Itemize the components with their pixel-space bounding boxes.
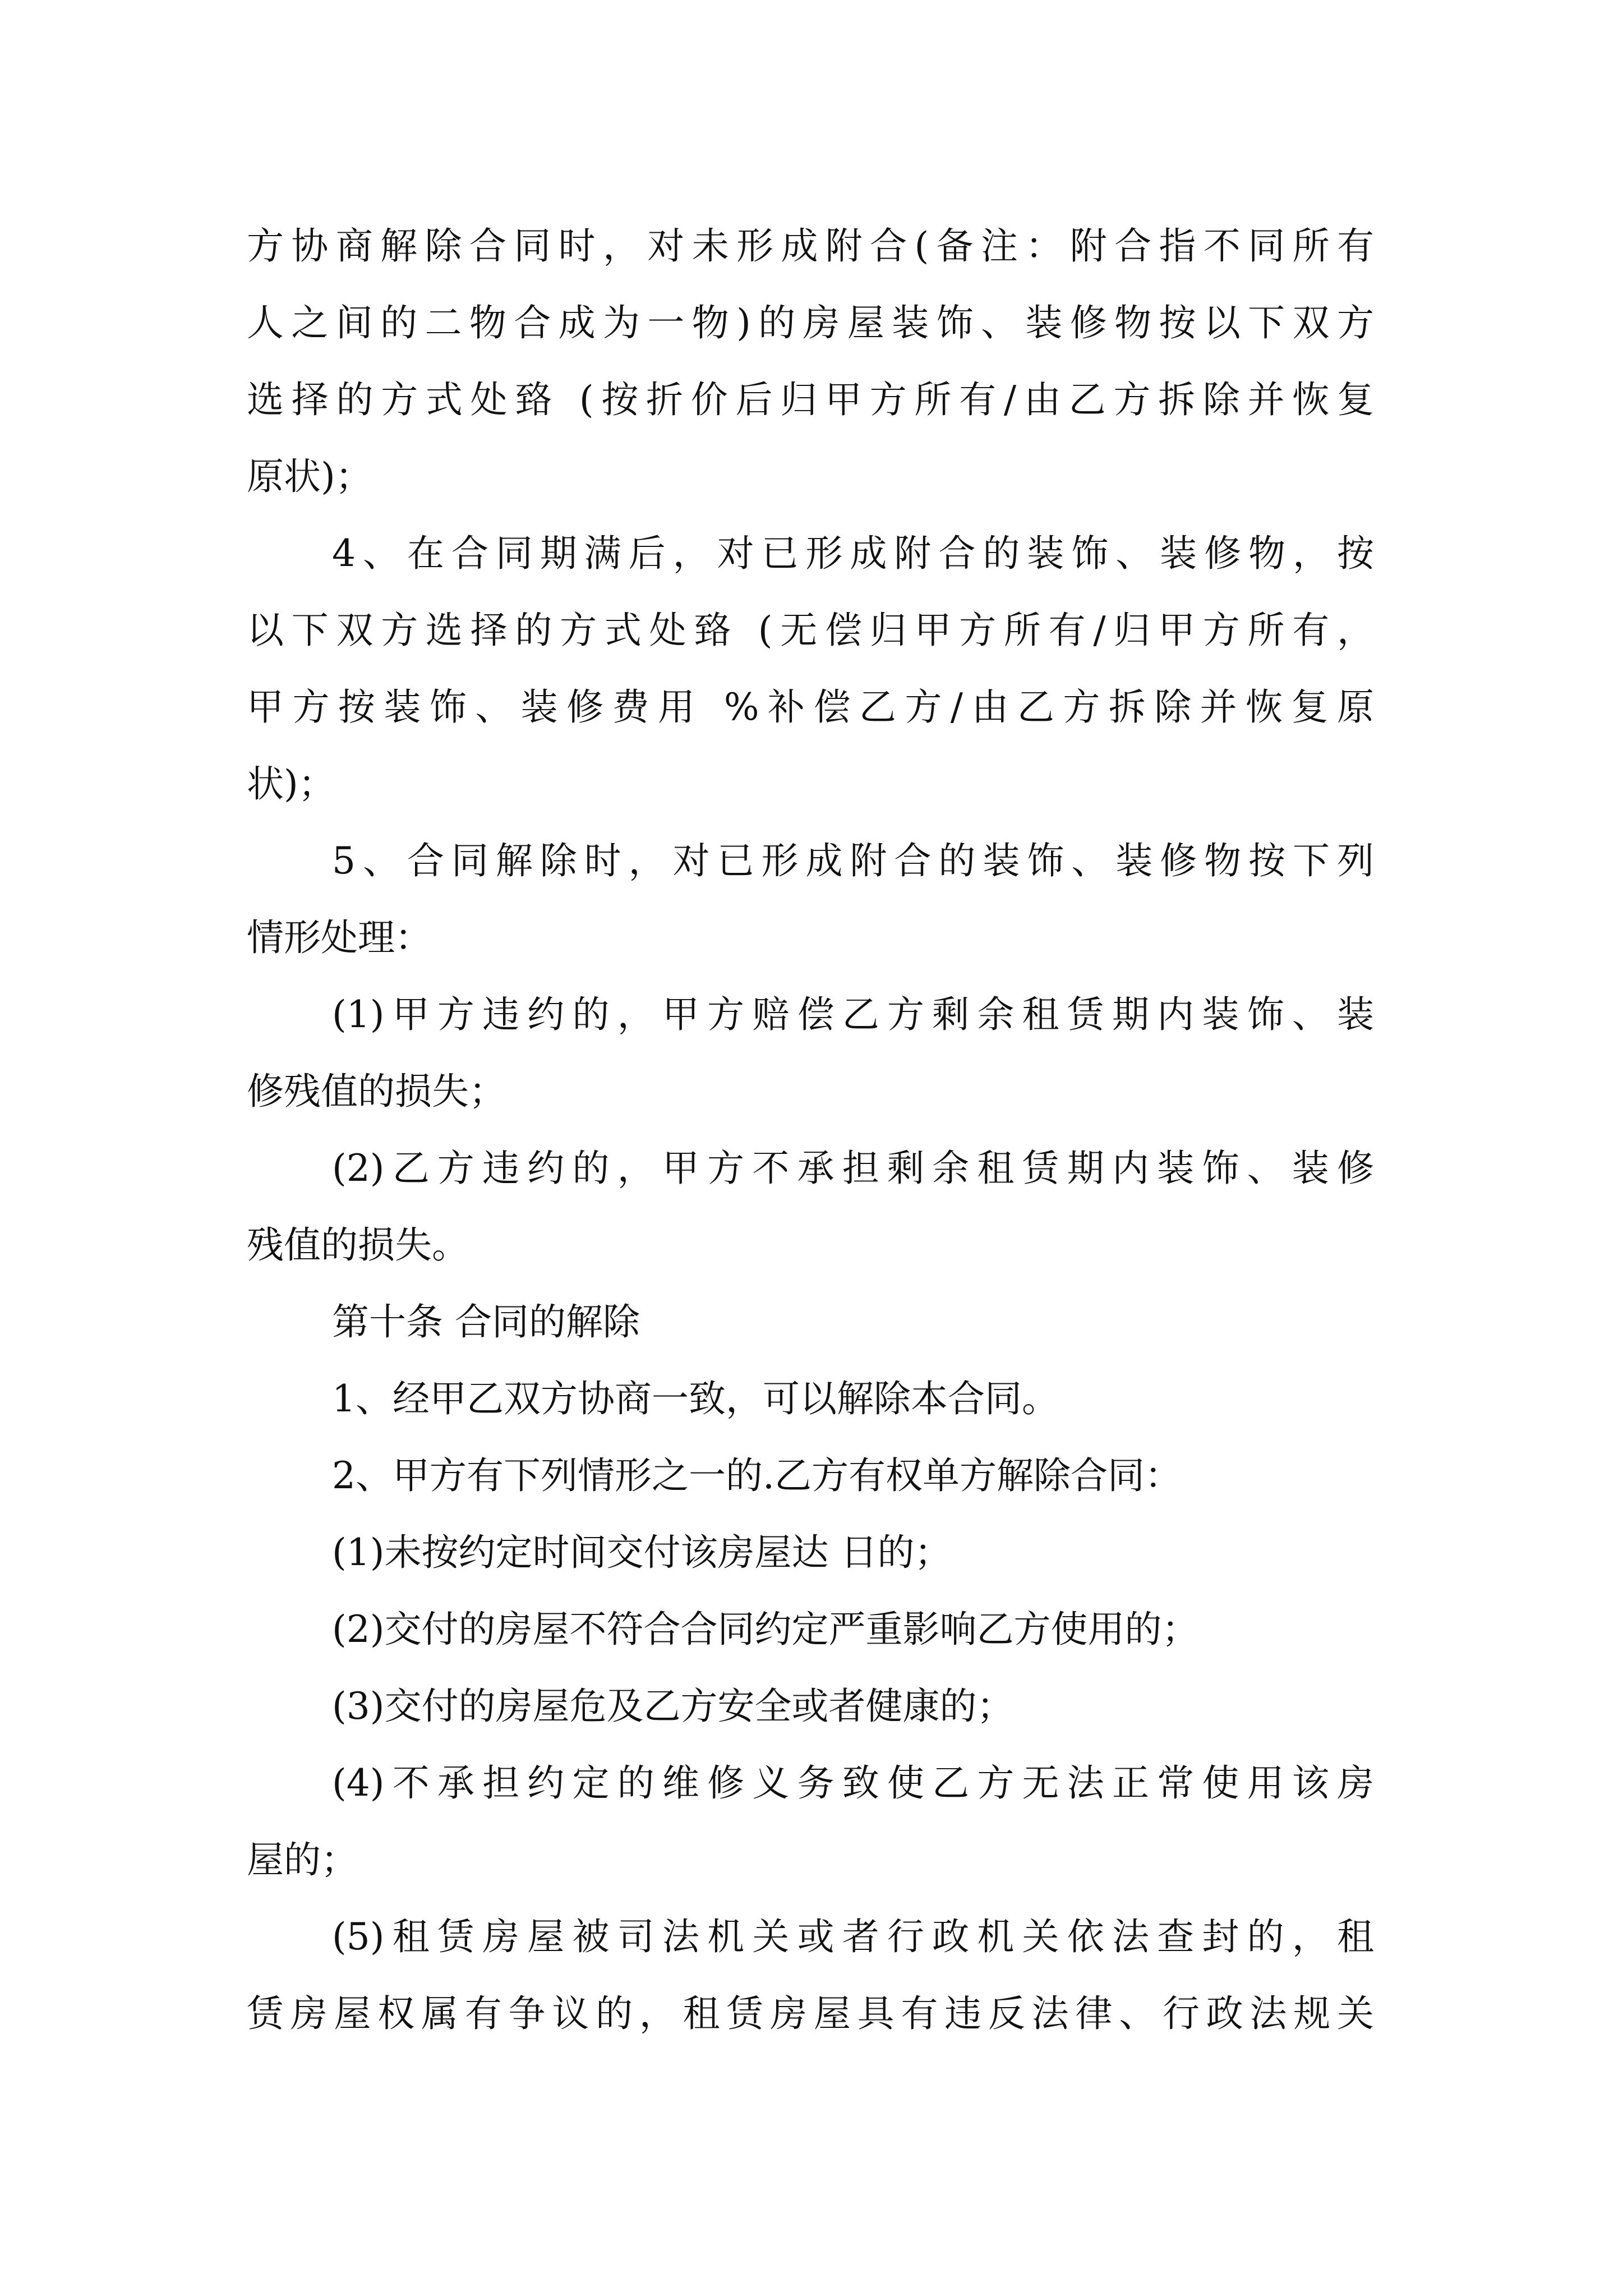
text-line: 方协商解除合同时，对未形成附合(备注：附合指不同所有 [247,224,1374,268]
document-body [247,208,1374,2052]
text-line: 修残值的损失； [247,1070,506,1113]
text-line: (2)交付的房屋不符合合同约定严重影响乙方使用的； [332,1608,1199,1651]
text-line: (3)交付的房屋危及乙方安全或者健康的； [332,1685,1014,1728]
text-line: 1、经甲乙双方协商一致，可以解除本合同。 [332,1377,1059,1420]
text-line: 甲方按装饰、装修费用 %补偿乙方/由乙方拆除并恢复原 [247,685,1374,729]
text-line: (4)不承担约定的维修义务致使乙方无法正常使用该房 [332,1761,1374,1805]
text-line: (1)甲方违约的，甲方赔偿乙方剩余租赁期内装饰、装 [332,993,1374,1036]
text-line: 2、甲方有下列情形之一的.乙方有权单方解除合同： [332,1454,1182,1497]
text-line: 选择的方式处臵 (按折价后归甲方所有/由乙方拆除并恢复 [247,378,1374,421]
text-line: 赁房屋权属有争议的，租赁房屋具有违反法律、行政法规关 [247,1992,1374,2035]
text-line: 屋的； [247,1838,358,1881]
text-line: 人之间的二物合成为一物)的房屋装饰、装修物按以下双方 [247,301,1374,344]
text-line: 以下双方选择的方式处臵 (无偿归甲方所有/归甲方所有， [247,609,1374,652]
text-line: (1)未按约定时间交付该房屋达 日的； [332,1531,952,1574]
text-line: 原状)； [247,455,372,498]
section-heading: 第十条 合同的解除 [332,1300,640,1343]
text-line: 残值的损失。 [247,1223,469,1267]
text-line: 5、合同解除时，对已形成附合的装饰、装修物按下列 [332,839,1374,882]
text-line: 4、在合同期满后，对已形成附合的装饰、装修物，按 [332,532,1374,575]
text-line: 状)； [247,762,335,806]
text-line: (2)乙方违约的，甲方不承担剩余租赁期内装饰、装修 [332,1147,1374,1190]
text-line: 情形处理： [247,916,432,959]
text-line: (5)租赁房屋被司法机关或者行政机关依法查封的，租 [332,1915,1374,1958]
